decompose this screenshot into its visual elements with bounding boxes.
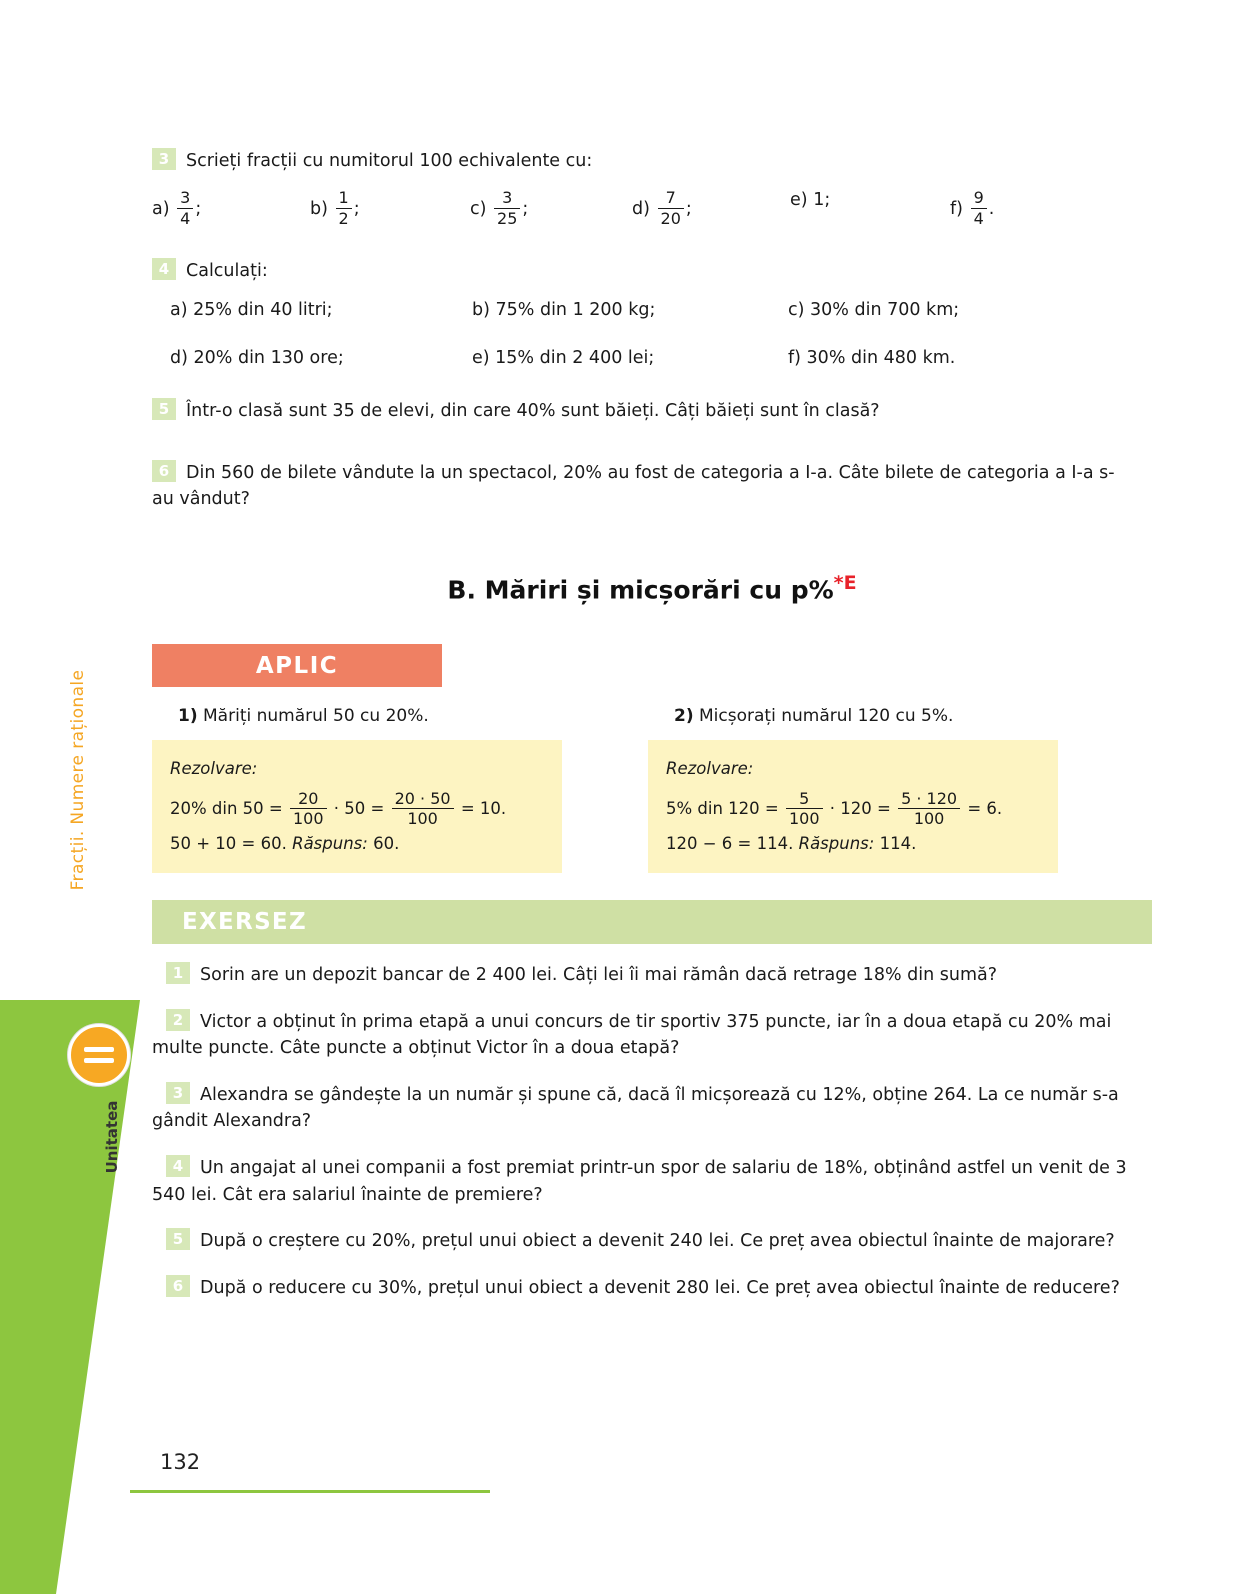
exercise-number-badge: 6 [152,460,176,482]
exersez-banner: EXERSEZ [152,900,1152,944]
item-a [152,190,201,228]
exercise-number-badge: 5 [166,1228,190,1250]
item-label: e) [790,190,808,210]
solution-line-1: 20% din 50 = $\frac{20}{100}$ · 50 = $\frac{20 \cdot 50}{100}$ = 10. [170,788,507,829]
aplic-statement [674,706,1058,726]
unit-label: Unitatea [103,1100,121,1174]
item-label: c) [470,199,487,220]
fraction: $\frac{20 \cdot 50}{100}$ [392,790,454,828]
solution-box [648,740,1058,873]
exercise-6 [152,460,1127,519]
aplic-problem-2 [648,706,1058,873]
item-suffix: ; [522,199,529,220]
section-title-text: B. Măriri și micșorări cu p% [447,575,834,605]
list-item [152,1275,1152,1302]
chapter-label: Fracții. Numere raționale [68,669,88,891]
exercise-number-badge: 6 [166,1275,190,1297]
item-e [790,190,830,210]
item-label: a) [152,199,170,220]
exercise-number-badge: 3 [166,1082,190,1104]
exercise-number-badge: 4 [166,1155,190,1177]
item-b: b) 75% din 1 200 kg; [472,300,656,320]
exercise-text: Un angajat al unei companii a fost premiat printr-un spor de salariu de 18%, obținând astfel un venit de 3 540 lei. Cât era salariul înainte de premiere? [152,1157,1127,1205]
solution-line-2: 120 − 6 = 114. Răspuns: 114. [666,833,917,853]
item-f: f) 30% din 480 km. [788,348,956,368]
fraction: $\frac{1}{2}$ [336,189,352,227]
solution-label: Rezolvare: [666,759,754,778]
list-item [152,962,1152,989]
item-label: f) [950,199,963,220]
fraction: $\frac{9}{4}$ [971,189,987,227]
exercise-3 [152,148,1152,180]
aplic-statement [178,706,562,726]
exercise-text: Calculați: [186,261,268,281]
exercise-text: Scrieți fracții cu numitorul 100 echivalente cu: [186,151,593,171]
exercise-4 [152,258,1152,290]
item-suffix: ; [195,199,202,220]
problem-text: Măriți numărul 50 cu 20%. [203,706,429,726]
exercise-text: Într-o clasă sunt 35 de elevi, din care 40% sunt băieți. Câți băieți sunt în clasă? [186,401,880,421]
exersez-list [152,962,1152,1321]
item-a: a) 25% din 40 litri; [170,300,333,320]
exercise-text: După o creștere cu 20%, prețul unui obiect a devenit 240 lei. Ce preț avea obiectul înainte de majorare? [200,1231,1115,1252]
exercise-text: Din 560 de bilete vândute la un spectacol, 20% au fost de categoria a I-a. Câte bilete de categoria a I-a s-au vândut? [152,463,1115,510]
exercise-text: Victor a obținut în prima etapă a unui concurs de tir sportiv 375 puncte, iar în a doua etapă cu 20% mai multe puncte. Câte puncte a obținut Victor în a doua etapă? [152,1011,1112,1059]
aplic-section [152,706,1152,873]
item-b [310,190,360,228]
page-title [152,572,1152,604]
exercise-text: Alexandra se gândește la un număr și spune că, dacă îl micșorează cu 12%, obține 264. La ce număr s-a gândit Alexandra? [152,1084,1119,1132]
solution-label: Rezolvare: [170,759,258,778]
item-label: d) [632,199,650,220]
fraction: $\frac{5 \cdot 120}{100}$ [898,790,960,828]
item-c [470,190,528,228]
item-label: b) [310,199,328,220]
exercise-5 [152,398,1152,430]
item-d: d) 20% din 130 ore; [170,348,344,368]
problem-index: 1) [178,706,198,726]
fraction: $\frac{5}{100}$ [786,790,823,828]
solution-line-2: 50 + 10 = 60. Răspuns: 60. [170,833,400,853]
item-f [950,190,994,228]
exercise-text: După o reducere cu 30%, prețul unui obiect a devenit 280 lei. Ce preț avea obiectul înainte de reducere? [200,1277,1120,1298]
solution-line-1: 5% din 120 = $\frac{5}{100}$ · 120 = $\frac{5 \cdot 120}{100}$ = 6. [666,788,1003,829]
fraction: $\frac{3}{4}$ [177,189,193,227]
item-d [632,190,692,228]
fraction: $\frac{7}{20}$ [658,189,684,227]
item-suffix: ; [353,199,360,220]
page-number: 132 [160,1450,201,1474]
solution-box [152,740,562,873]
item-c: c) 30% din 700 km; [788,300,960,320]
item-e: e) 15% din 2 400 lei; [472,348,655,368]
footer-rule [130,1490,490,1493]
list-item [152,1009,1152,1062]
problem-index: 2) [674,706,694,726]
aplic-problem-1 [152,706,562,873]
exercise-number-badge: 5 [152,398,176,420]
list-item [152,1228,1152,1255]
exercise-number-badge: 2 [166,1009,190,1031]
problem-text: Micșorați numărul 120 cu 5%. [699,706,954,726]
item-suffix: ; [685,199,692,220]
item-suffix: ; [824,190,831,210]
item-value: 1 [813,190,825,210]
list-item [152,1155,1152,1208]
fraction: $\frac{3}{25}$ [494,189,520,227]
section-title-sup: *E [833,572,857,594]
aplic-banner: APLIC [152,644,442,687]
item-suffix: . [988,199,995,220]
exercise-number-badge: 4 [152,258,176,280]
list-item [152,1082,1152,1135]
exercise-number-badge: 1 [166,962,190,984]
exercise-text: Sorin are un depozit bancar de 2 400 lei. Câți lei îi mai rămân dacă retrage 18% din sumă? [200,965,998,985]
exercise-number-badge: 3 [152,148,176,170]
page-content [152,0,1152,1594]
fraction: $\frac{20}{100}$ [290,790,327,828]
